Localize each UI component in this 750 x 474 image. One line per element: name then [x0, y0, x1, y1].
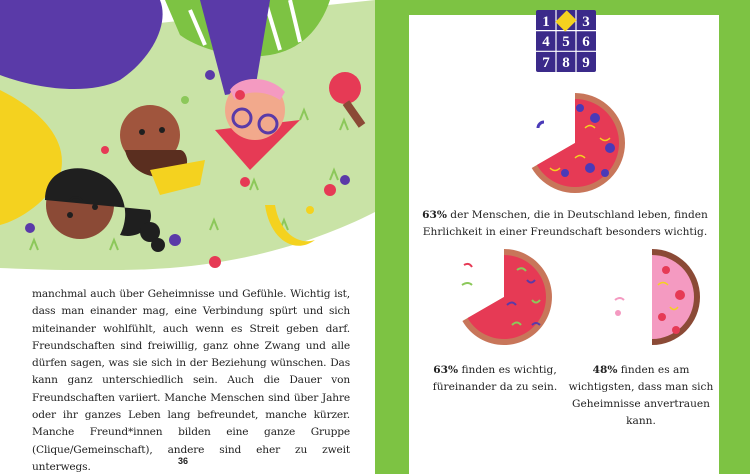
stat-honesty — [410, 207, 720, 241]
body-paragraph: manchmal auch über Geheimnisse und Gefühle. Wichtig ist, dass man einander mag, eine Verbindung spürt und sich miteinander wohlfühlt, auch wenn es Streit geben darf. Freundschaften sind freiwillig, ganz ohne Zwang und alle dürfen sagen, was sie sich in der Beziehung wünschen. Das kann ganz unterschiedlich sein. Auch die Dauer von Freundschaften variiert. Manche Menschen sind über Jahre oder ihr ganzes Leben lang befreundet, manche kürzer. Manche Freund*innen bilden eine ganze Gruppe (Clique/Gemeinschaft), andere sind eher zu zweit unterwegs. — [32, 288, 350, 473]
stat-honesty-percent: 63% — [422, 209, 447, 221]
logo-digit-4: 4 — [542, 34, 550, 50]
stat-honesty-text: der Menschen, die in Deutschland leben, finden Ehrlichkeit in einer Freundschaft besonders wichtig. — [422, 209, 708, 238]
stat-being-there-percent: 63% — [433, 364, 459, 376]
logo-digit-3: 3 — [582, 14, 590, 30]
friends-lying-in-grass-illustration — [0, 0, 375, 270]
logo-digit-5: 5 — [562, 34, 570, 50]
stat-secrets-text: finden es am wichtigsten, dass man sich Geheimnisse anvertrauen kann. — [568, 364, 714, 427]
stat-secrets-percent: 48% — [592, 364, 618, 376]
logo-digit-1: 1 — [542, 14, 550, 30]
pizza-chart-secrets — [600, 245, 705, 350]
stat-being-there-text: finden es wichtig, füreinander da zu sein. — [432, 364, 558, 393]
pizza-chart-honesty — [520, 88, 630, 198]
logo-digit-8: 8 — [562, 55, 570, 71]
pizza-chart-being-there — [452, 245, 557, 350]
page-number-left: 36 — [178, 456, 189, 466]
logo-digit-9: 9 — [582, 55, 590, 71]
logo-digit-7: 7 — [542, 55, 550, 71]
number-grid-logo — [536, 10, 596, 72]
logo-digit-6: 6 — [582, 34, 590, 50]
stat-being-there — [420, 362, 570, 396]
page-number-right: 37 — [561, 456, 572, 466]
stat-secrets — [566, 362, 716, 430]
